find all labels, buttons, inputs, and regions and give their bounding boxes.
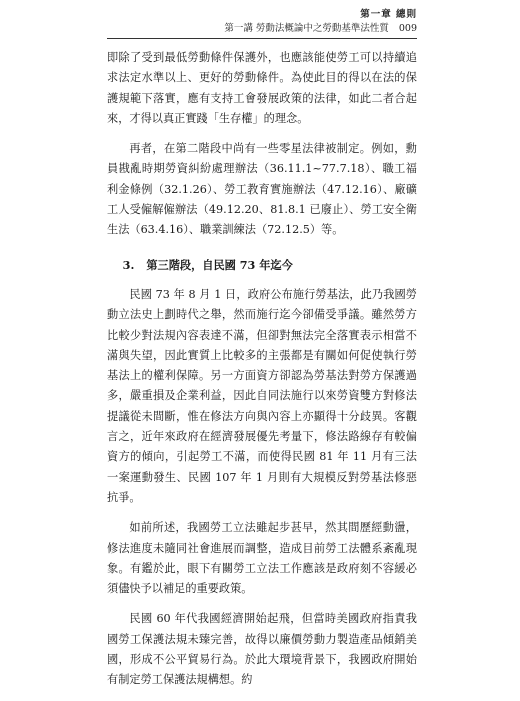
header-rule — [107, 38, 417, 39]
paragraph: 如前所述，我國勞工立法雖起步甚早，然其間歷經動盪，修法進度未隨同社會進展而調整，造成目前勞工法體系紊亂現象。有鑑於此，眼下有關勞工立法工作應該是政府刻不容緩必須儘快予以補足的重要政策。 — [107, 521, 417, 596]
section-heading — [123, 255, 417, 275]
chapter-title: 第一章 總則 — [360, 9, 417, 20]
section-heading-title: 第三階段，自民國 73 年迄今 — [146, 257, 293, 272]
paragraph: 民國 60 年代我國經濟開始起飛，但當時美國政府指責我國勞工保護法規未臻完善，故得以廉價勞動力製造產品傾銷美國，形成不公平貿易行為。於此大環境背景下，我國政府開始有制定勞工保護法規構想。約 — [107, 612, 417, 687]
paragraph: 即除了受到最低勞動條件保護外，也應該能使勞工可以持續追求法定水準以上、更好的勞動條件。為使此目的得以在法的保護規範下落實，應有支持工會發展政策的法律，如此二者合起來，才得以真正實踐「生存權」的理念。 — [107, 51, 417, 125]
page-number: 009 — [398, 23, 417, 34]
section-title: 第一講 勞動法概論中之勞動基準法性質 — [224, 23, 389, 34]
section-title-line — [224, 22, 417, 36]
body-text — [107, 48, 417, 701]
paragraph: 民國 73 年 8 月 1 日，政府公布施行勞基法，此乃我國勞動立法史上劃時代之舉，然而施行迄今卻備受爭議。雖然勞方比較少對法規內容表達不滿，但卻對無法完全落實表示相當不滿與失望，因此實質上比較多的主張都是有關如何促使執行勞基法上的權利保障。另一方面資方卻認為勞基法對勞方保護過多，嚴重損及企業利益，因此自同法施行以來勞資雙方對修法提議從未間斷，惟在修法方向與內容上亦顯得十分歧異。客觀言之，近年來政府在經濟發展優先考量下，修法路線存有較偏資方的傾向，引起勞工不滿，而使得民國 81 年 11 月有三法一案運動發生、民國 107 年 1 月則有大規模反對勞基法修惡抗爭。 — [107, 287, 417, 504]
running-header — [224, 8, 417, 36]
section-number: 3. — [122, 257, 135, 272]
paragraph: 再者，在第二階段中尚有一些零星法律被制定。例如，勳員戡亂時期勞資糾紛處理辦法（36.11.1~77.7.18）、職工福利金條例（32.1.26）、勞工教育實施辦法（47.12.16）、廠礦工人受僱解僱辦法（49.12.20、81.8.1 已廢止）、勞工安全衛生法（63.4.16）、職業訓練法（72.12.5）等。 — [107, 142, 417, 237]
